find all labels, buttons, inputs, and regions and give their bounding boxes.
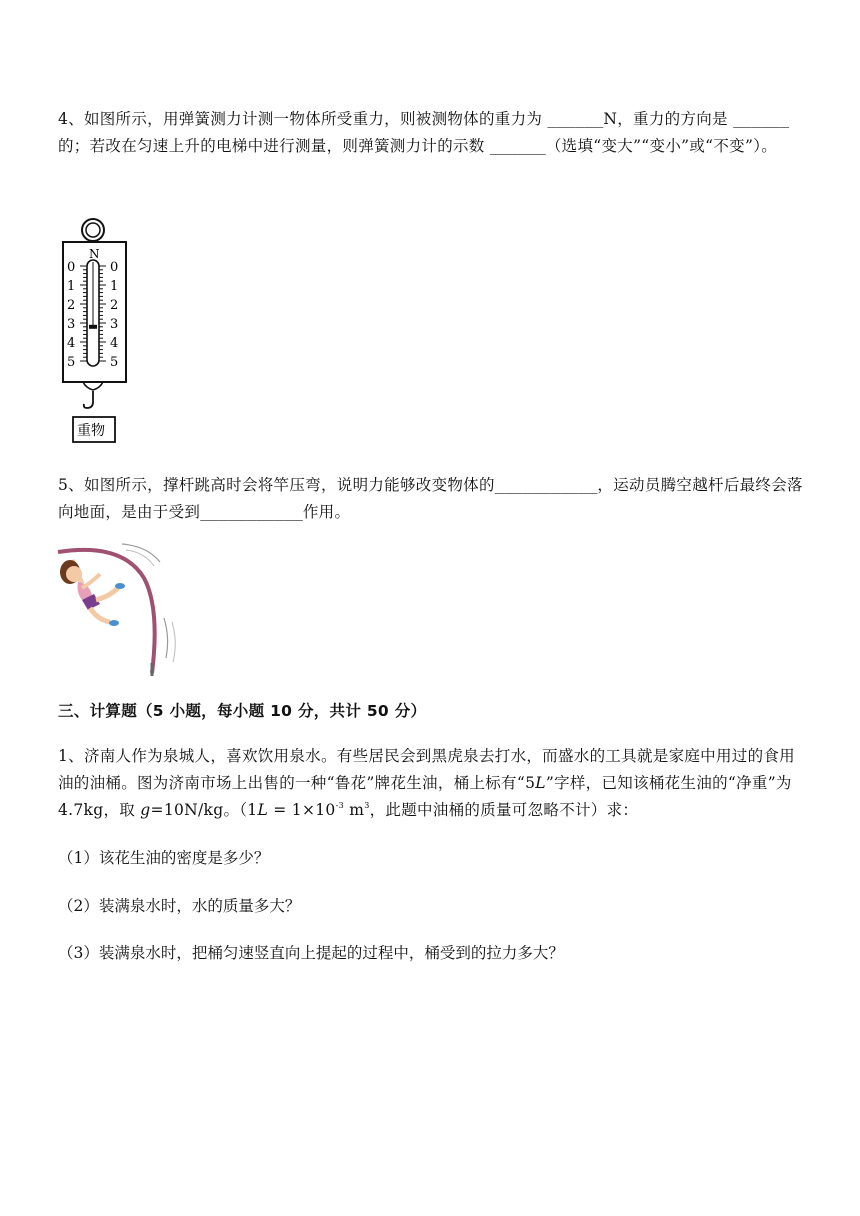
calc1-g-symbol: g	[140, 801, 151, 819]
scale-right-tick-label: 0	[110, 260, 119, 275]
scale-left-tick-label: 2	[67, 298, 76, 313]
scale-right-tick-label: 3	[110, 317, 119, 332]
scale-right-tick-label: 2	[110, 298, 119, 313]
q4-blank-weight: ______	[547, 110, 604, 128]
calc1-sub-question-2: （2）装满泉水时，水的质量多大？	[58, 897, 301, 915]
calc-question-1-text	[58, 743, 804, 824]
scale-right-tick-label: 5	[110, 355, 119, 370]
athlete-head	[66, 566, 82, 582]
scale-right-tick-label: 1	[110, 279, 119, 294]
spring-scale-figure	[56, 216, 146, 446]
scale-left-tick-label: 5	[67, 355, 76, 370]
scale-right-tick-label: 4	[110, 336, 119, 351]
scale-left-tick-label: 1	[67, 279, 76, 294]
scale-left-tick-label: 4	[67, 336, 76, 351]
q4-text-1: 4、如图所示，用弹簧测力计测一物体所受重力，则被测物体的重力为	[58, 110, 548, 128]
calc1-text-2: ”字样，已知该桶花生油的“净重”为 4.7kg，取	[58, 774, 792, 819]
q5-text-1: 5、如图所示，撑杆跳高时会将竿压弯，说明力能够改变物体的	[58, 476, 495, 494]
calc1-text-1: 1、济南人作为泉城人，喜欢饮用泉水。有些居民会到黑虎泉去打水，而盛水的工具就是家庭中用过的食用油的油桶。图为济南市场上出售的一种“鲁花”牌花生油，桶上标有“5	[58, 747, 795, 792]
calc1-text-6: ，此题中油桶的质量可忽略不计）求：	[369, 801, 639, 819]
scale-left-tick-label: 0	[67, 260, 76, 275]
weight-label: 重物	[77, 423, 105, 439]
question-4-text	[58, 106, 804, 160]
q5-blank-1: ___________	[494, 476, 598, 494]
question-5-text	[58, 472, 804, 526]
q4-text-3: 的；若改在匀速上升的电梯中进行测量，则弹簧测力计的示数	[58, 137, 490, 155]
scale-left-tick-label: 3	[67, 317, 76, 332]
q5-blank-2: ___________	[200, 503, 303, 521]
pole-vaulter-figure	[52, 538, 192, 678]
calc1-exponent-2: 3	[364, 801, 370, 810]
calc1-text-3: =10N/kg。（1	[150, 801, 258, 819]
calc1-sub-question-3: （3）装满泉水时，把桶匀速竖直向上提起的过程中，桶受到的拉力多大？	[58, 944, 564, 962]
q4-blank-reading: ______	[489, 137, 546, 155]
calc1-exponent: -3	[335, 801, 344, 810]
section-3-heading: 三、计算题（5 小题，每小题 10 分，共计 50 分）	[58, 702, 427, 720]
calc1-sub-question-1: （1）该花生油的密度是多少？	[58, 849, 270, 867]
scale-unit-label: N	[89, 247, 100, 261]
calc1-text-4: = 1×10	[268, 801, 336, 819]
calc1-unit-l-2: L	[257, 801, 269, 819]
q4-text-2: N，重力的方向是	[603, 110, 734, 128]
calc1-unit-l: L	[535, 774, 546, 792]
q5-text-2: ，运动员腾空越杆后最终会落向地面，是由于受到	[58, 476, 803, 521]
q4-text-4: （选填“变大”“变小”或“不变”）。	[545, 137, 778, 155]
q4-blank-direction: ______	[733, 110, 790, 128]
scale-hook-icon	[84, 391, 93, 408]
q5-text-3: 作用。	[302, 503, 351, 521]
calc1-text-5: m	[343, 801, 365, 819]
